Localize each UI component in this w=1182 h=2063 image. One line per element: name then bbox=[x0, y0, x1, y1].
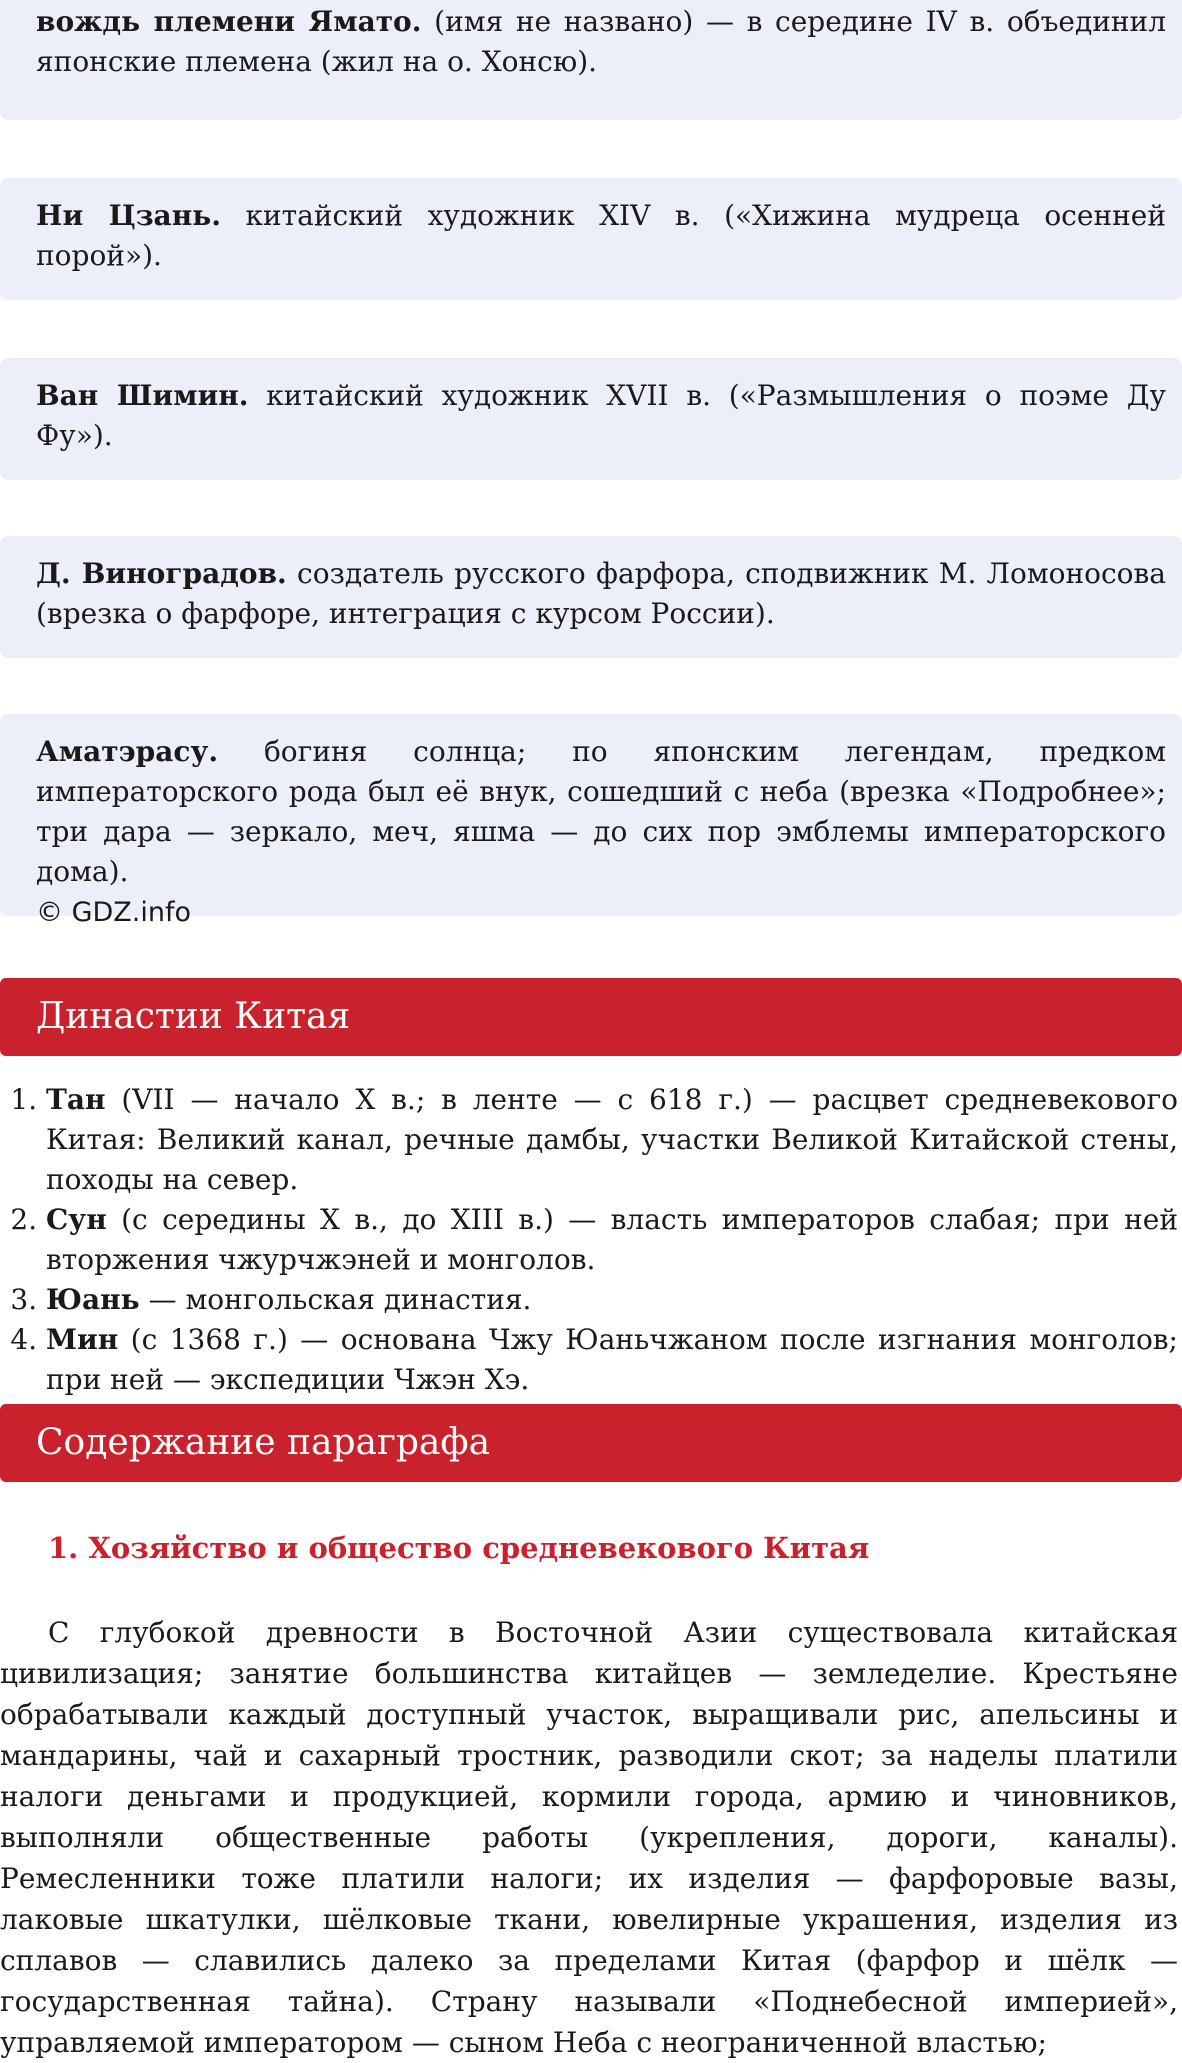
dynasty-description: (с середины X в., до XIII в.) — власть императоров слабая; при ней вторжения чжурчжэней и монголов. bbox=[46, 1203, 1178, 1276]
list-item-ming bbox=[46, 1320, 1178, 1400]
section-title: Династии Китая bbox=[36, 996, 351, 1037]
dynasty-description: (VII — начало X в.; в ленте — с 618 г.) — расцвет средневекового Китая: Великий канал, речные дамбы, участки Великой Китайской стены, походы на север. bbox=[46, 1083, 1178, 1196]
term-card-yamato bbox=[0, 0, 1182, 120]
term-description: богиня солнца; по японским легендам, предком императорского рода был её внук, сошедший с неба (врезка «Подробнее»; три дара — зеркало, меч, яшма — до сих пор эмблемы императорского дома). bbox=[36, 735, 1166, 888]
dynasty-description: (с 1368 г.) — основана Чжу Юаньчжаном после изгнания монголов; при ней — экспедиции Чжэн Хэ. bbox=[46, 1323, 1178, 1396]
term-description: создатель русского фарфора, сподвижник М. Ломоносова (врезка о фарфоре, интеграция с курсом России). bbox=[36, 557, 1167, 630]
section-banner-content bbox=[0, 1404, 1182, 1482]
paragraph-heading: 1. Хозяйство и общество средневекового Китая bbox=[48, 1531, 870, 1565]
copyright-credit: © GDZ.info bbox=[36, 897, 192, 928]
section-title: Содержание параграфа bbox=[36, 1422, 491, 1463]
term-description: китайский художник XVII в. («Размышления о поэме Ду Фу»). bbox=[36, 379, 1166, 452]
term-card-wang-shimin bbox=[0, 358, 1182, 480]
list-item-song bbox=[46, 1200, 1178, 1280]
dynasty-name: Тан bbox=[46, 1083, 106, 1116]
term-title: Аматэрасу. bbox=[36, 735, 219, 768]
dynasty-description: — монгольская династия. bbox=[139, 1283, 532, 1316]
dynasty-list bbox=[0, 1080, 1182, 1400]
dynasty-name: Мин bbox=[46, 1323, 119, 1356]
section-banner-dynasties bbox=[0, 978, 1182, 1056]
term-title: вождь племени Ямато. bbox=[36, 5, 422, 38]
term-description: китайский художник XIV в. («Хижина мудреца осенней порой»). bbox=[36, 199, 1166, 272]
list-item-yuan bbox=[46, 1280, 1178, 1320]
dynasty-name: Юань bbox=[46, 1283, 140, 1316]
list-item-tang bbox=[46, 1080, 1178, 1200]
term-card-amaterasu bbox=[0, 714, 1182, 928]
term-title: Д. Виноградов. bbox=[36, 557, 287, 590]
term-card-ni-zan bbox=[0, 178, 1182, 300]
dynasty-name: Сун bbox=[46, 1203, 107, 1236]
term-description: (имя не названо) — в середине IV в. объединил японские племена (жил на о. Хонсю). bbox=[36, 5, 1166, 78]
term-card-vinogradov bbox=[0, 536, 1182, 658]
term-title: Ни Цзань. bbox=[36, 199, 221, 232]
term-title: Ван Шимин. bbox=[36, 379, 249, 412]
paragraph-text: С глубокой древности в Восточной Азии существовала китайская цивилизация; занятие большинства китайцев — земледелие. Крестьяне обрабатывали каждый доступный участок, выращивали рис, апельсины и мандарины, чай и сахарный тростник, разводили скот; за наделы платили налоги деньгами и продукцией, кормили города, армию и чиновников, выполняли общественные работы (укрепления, дороги, каналы). Ремесленники тоже платили налоги; их изделия — фарфоровые вазы, лаковые шкатулки, шёлковые ткани, ювелирные украшения, изделия из сплавов — славились далеко за пределами Китая (фарфор и шёлк — государственная тайна). Страну называли «Поднебесной империей», управляемой императором — сыном Неба с неограниченной властью; bbox=[0, 1616, 1178, 2059]
